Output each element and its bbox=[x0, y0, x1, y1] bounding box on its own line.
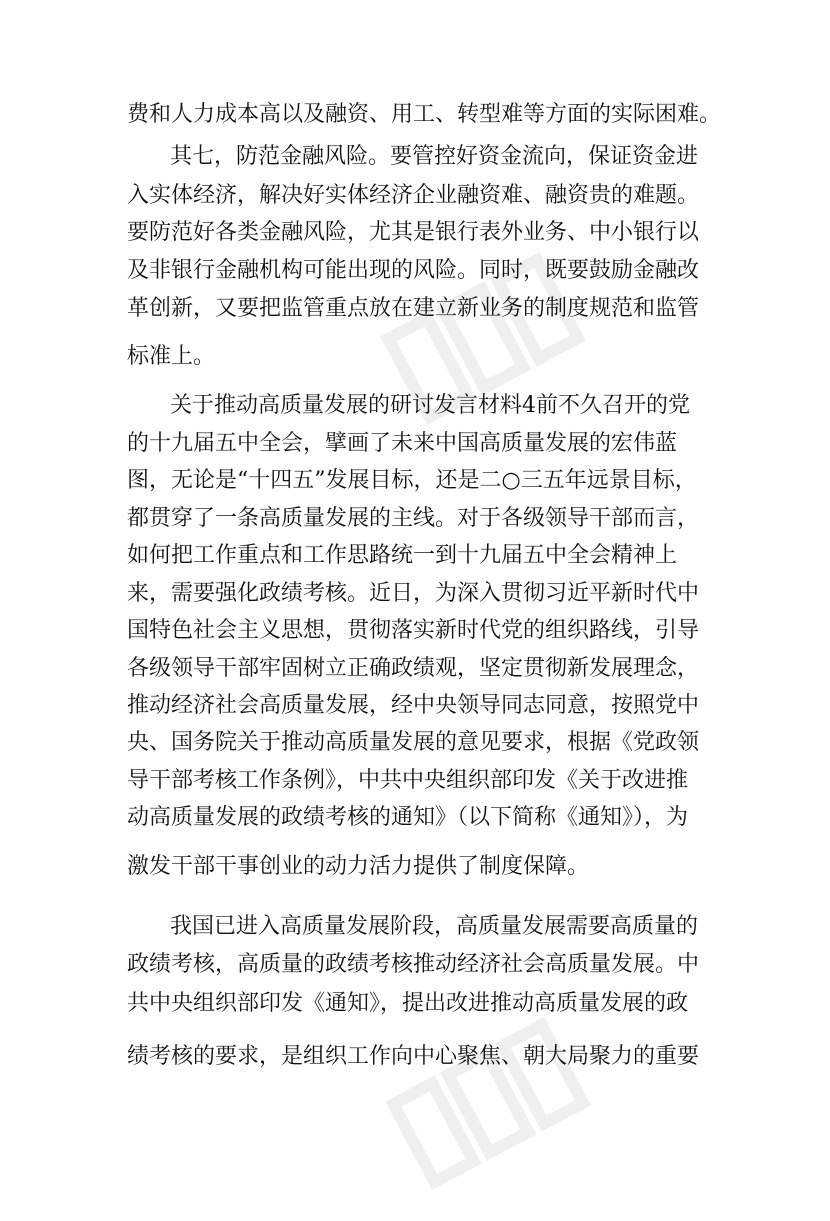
text-line: 入实体经济，解决好实体经济企业融资难、融资贵的难题。 bbox=[127, 183, 700, 208]
text-line: 革创新，又要把监管重点放在建立新业务的制度规范和监管 bbox=[127, 296, 700, 321]
text-line: 央、国务院关于推动高质量发展的意见要求，根据《党政领 bbox=[127, 730, 700, 755]
text-line: 国特色社会主义思想，贯彻落实新时代党的组织路线，引导 bbox=[127, 618, 700, 643]
text-line: 图，无论是“十四五”发展目标，还是二○三五年远景目标， bbox=[127, 468, 697, 493]
text-line: 动高质量发展的政绩考核的通知》（以下简称《通知》），为 bbox=[127, 805, 689, 830]
text-line: 如何把工作重点和工作思路统一到十九届五中全会精神上 bbox=[127, 543, 678, 568]
text-line: 政绩考核，高质量的政绩考核推动经济社会高质量发展。中 bbox=[127, 952, 700, 977]
text-line: 各级领导干部牢固树立正确政绩观，坚定贯彻新发展理念， bbox=[127, 656, 700, 681]
text-line: 及非银行金融机构可能出现的风险。同时，既要鼓励金融改 bbox=[127, 258, 700, 283]
text-line: 的十九届五中全会，擘画了未来中国高质量发展的宏伟蓝 bbox=[127, 431, 678, 456]
paragraph-start: 关于推动高质量发展的研讨发言材料4前不久召开的党 bbox=[170, 393, 690, 418]
text-line: 激发干部干事创业的动力活力提供了制度保障。 bbox=[127, 854, 590, 879]
text-line: 来，需要强化政绩考核。近日，为深入贯彻习近平新时代中 bbox=[127, 581, 700, 606]
text-line: 费和人力成本高以及融资、用工、转型难等方面的实际困难。 bbox=[127, 102, 722, 127]
text-line: 绩考核的要求，是组织工作向中心聚焦、朝大局聚力的重要 bbox=[127, 1044, 700, 1069]
text-line: 都贯穿了一条高质量发展的主线。对于各级领导干部而言， bbox=[127, 506, 700, 531]
paragraph-start: 我国已进入高质量发展阶段，高质量发展需要高质量的 bbox=[170, 914, 699, 939]
paragraph-start: 其七，防范金融风险。要管控好资金流向，保证资金进 bbox=[170, 144, 699, 169]
text-line: 要防范好各类金融风险，尤其是银行表外业务、中小银行以 bbox=[127, 220, 700, 245]
text-line: 导干部考核工作条例》，中共中央组织部印发《关于改进推 bbox=[127, 768, 689, 793]
watermark-icon bbox=[376, 999, 614, 1221]
text-line: 推动经济社会高质量发展，经中央领导同志同意，按照党中 bbox=[127, 693, 700, 718]
text-line: 共中央组织部印发《通知》，提出改进推动高质量发展的政 bbox=[127, 991, 689, 1016]
text-line: 标准上。 bbox=[127, 344, 216, 369]
